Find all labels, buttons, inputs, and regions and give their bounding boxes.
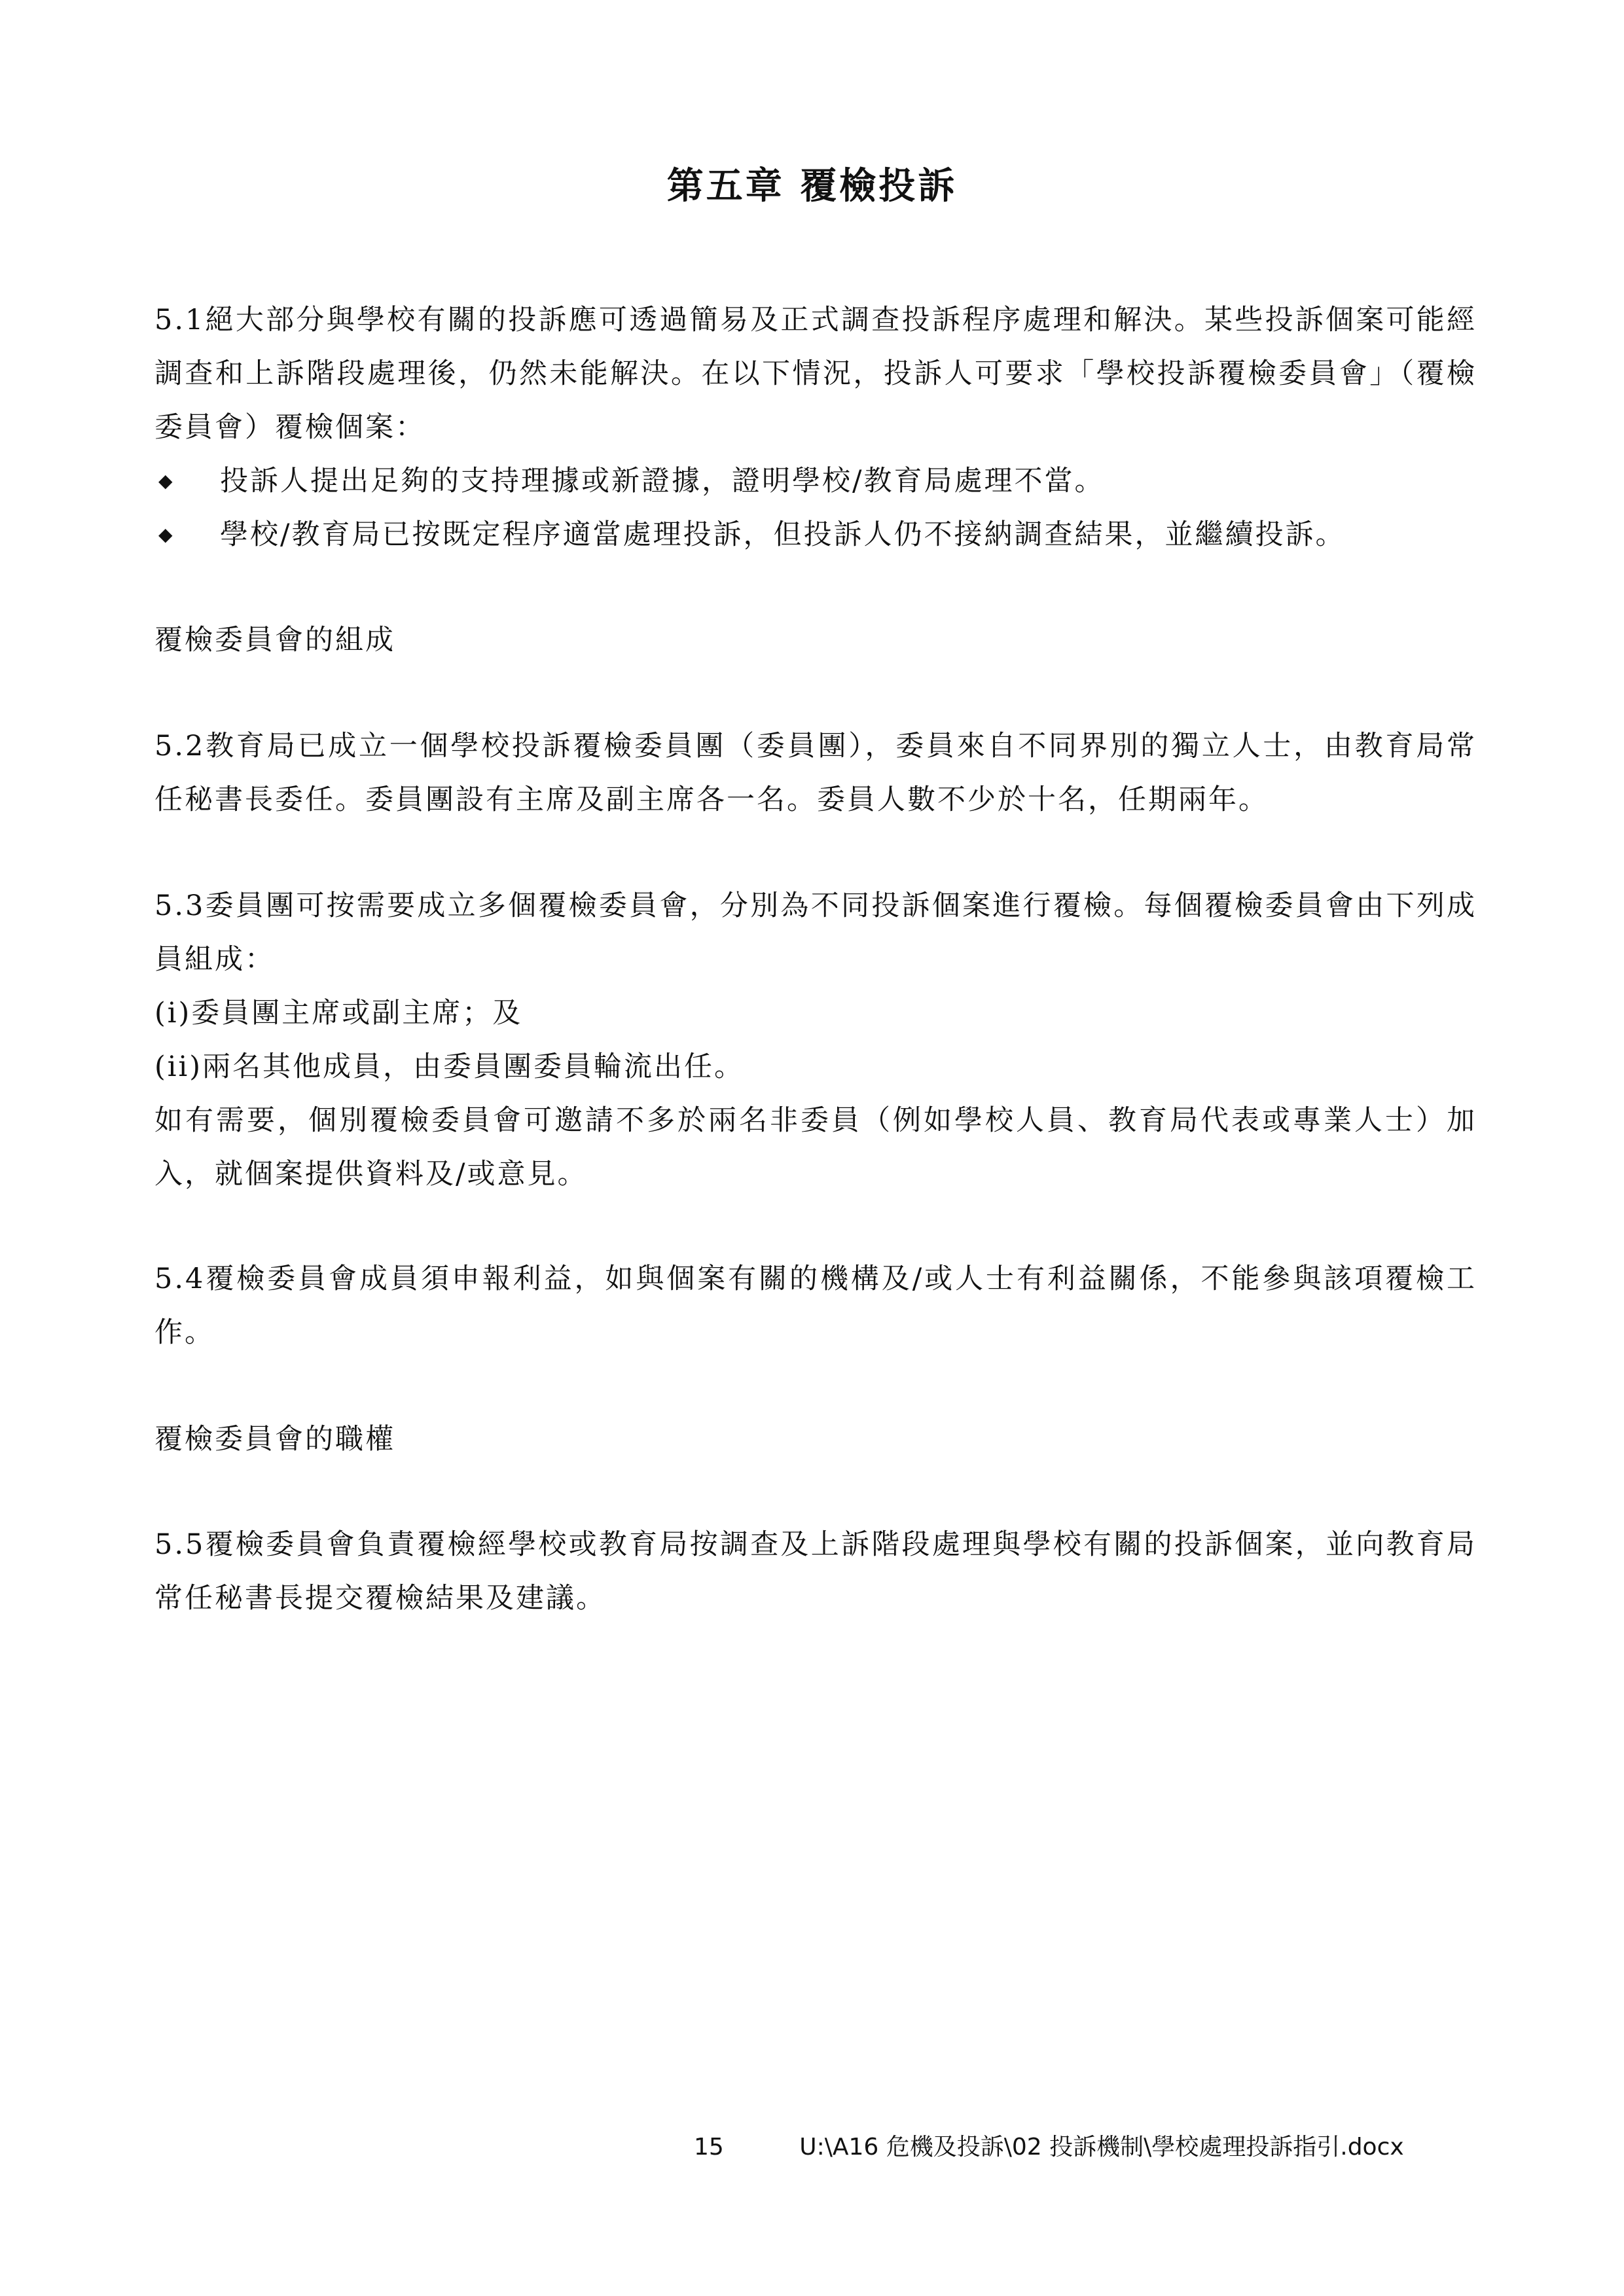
- heading-powers: 覆檢委員會的職權: [154, 1423, 395, 1456]
- bullet-list: [154, 454, 1477, 562]
- paragraph-5-2: [154, 719, 1477, 827]
- paragraph-5-4: [154, 1252, 1477, 1359]
- paragraph-5-5: [154, 1518, 1477, 1625]
- paragraph-5-3: 5.3委員團可按需要成立多個覆檢委員會，分別為不同投訴個案進行覆檢。每個覆檢委員會由下列成員組成：: [154, 889, 1477, 976]
- diamond-bullet-icon: ◆: [158, 524, 175, 545]
- diamond-bullet-icon: ◆: [158, 470, 175, 492]
- page-number: 15: [694, 2134, 724, 2161]
- page-footer: [694, 2128, 1404, 2162]
- paragraph-5-3-ii: (ii)兩名其他成員，由委員團委員輪流出任。: [154, 1050, 745, 1083]
- paragraph-5-5-text: 5.5覆檢委員會負責覆檢經學校或教育局按調查及上訴階段處理與學校有關的投訴個案，並向教育局常任秘書長提交覆檢結果及建議。: [154, 1528, 1477, 1615]
- chapter-title: 第五章 覆檢投訴: [666, 165, 958, 207]
- paragraph-5-4-text: 5.4覆檢委員會成員須申報利益，如與個案有關的機構及/或人士有利益關係，不能參與該項覆檢工作。: [154, 1263, 1477, 1349]
- bullet-text: 投訴人提出足夠的支持理據或新證據，證明學校/教育局處理不當。: [220, 465, 1105, 497]
- section-5-3: [154, 879, 1477, 1201]
- file-path: U:\A16 危機及投訴\02 投訴機制\學校處理投訴指引.docx: [799, 2134, 1404, 2161]
- list-item: [154, 508, 1477, 562]
- list-item: [154, 454, 1477, 508]
- paragraph-5-3-extra: 如有需要，個別覆檢委員會可邀請不多於兩名非委員（例如學校人員、教育局代表或專業人士）加入，就個案提供資料及/或意見。: [154, 1104, 1477, 1191]
- paragraph-5-3-i: (i)委員團主席或副主席；及: [154, 997, 523, 1030]
- section-5-1: [154, 293, 1477, 562]
- paragraph-5-1: 5.1絕大部分與學校有關的投訴應可透過簡易及正式調查投訴程序處理和解決。某些投訴個案可能經調查和上訴階段處理後，仍然未能解決。在以下情況，投訴人可要求「學校投訴覆檢委員會」（覆檢委員會）覆檢個案：: [154, 304, 1477, 444]
- paragraph-5-2-text: 5.2教育局已成立一個學校投訴覆檢委員團（委員團），委員來自不同界別的獨立人士，由教育局常任秘書長委任。委員團設有主席及副主席各一名。委員人數不少於十名，任期兩年。: [154, 730, 1477, 816]
- bullet-text: 學校/教育局已按既定程序適當處理投訴，但投訴人仍不接納調查結果，並繼續投訴。: [220, 518, 1346, 551]
- heading-composition: 覆檢委員會的組成: [154, 624, 395, 656]
